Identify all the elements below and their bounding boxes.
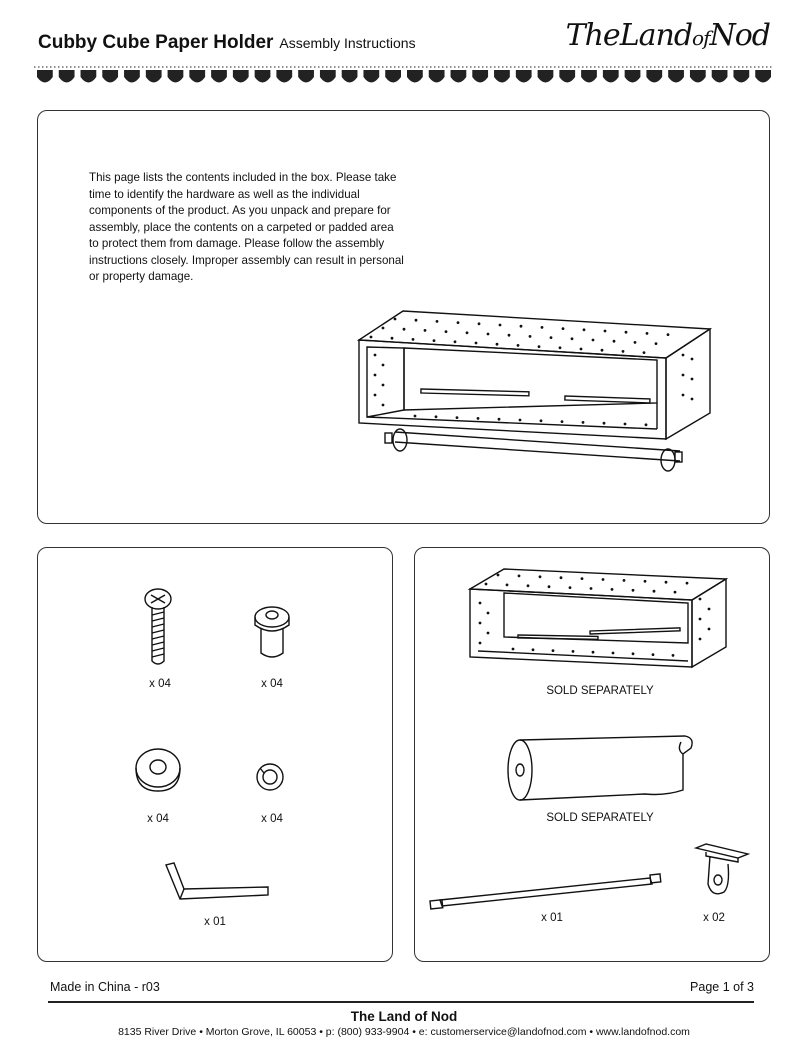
product-name: Cubby Cube Paper Holder xyxy=(38,32,274,53)
cubby-sold-separately-label: SOLD SEPARATELY xyxy=(546,685,654,697)
barrel-nut-illustration xyxy=(250,605,294,665)
document-subtitle: Assembly Instructions xyxy=(279,35,416,51)
lock-washer-illustration xyxy=(253,760,289,796)
barrel-nut-quantity: x 04 xyxy=(261,678,283,690)
made-in-revision: Made in China - r03 xyxy=(50,980,160,994)
allen-key-quantity: x 01 xyxy=(204,916,226,928)
page-number: Page 1 of 3 xyxy=(690,980,754,994)
washer-illustration xyxy=(133,745,183,795)
paper-roll-sold-separately-label: SOLD SEPARATELY xyxy=(546,812,654,824)
rod-quantity: x 01 xyxy=(541,912,563,924)
allen-key-illustration xyxy=(160,855,275,910)
screw-quantity: x 04 xyxy=(149,678,171,690)
footer-brand: The Land of Nod xyxy=(350,1009,458,1024)
paper-roll-illustration xyxy=(505,732,700,802)
washer-quantity: x 04 xyxy=(147,813,169,825)
brand-logo: TheLandofNod xyxy=(565,18,770,53)
cubby-illustration xyxy=(468,565,730,675)
assembled-cubby-illustration xyxy=(355,305,715,485)
bracket-quantity: x 02 xyxy=(703,912,725,924)
footer-divider xyxy=(48,1001,754,1003)
footer-contact: 8135 River Drive • Morton Grove, IL 60053 • p: (800) 933-9904 • e: customerservice@landofnod.com • www.landofnod.com xyxy=(118,1026,690,1038)
lock-washer-quantity: x 04 xyxy=(261,813,283,825)
rod-illustration xyxy=(426,872,666,912)
scalloped-border xyxy=(34,66,774,88)
screw-illustration xyxy=(140,587,180,667)
intro-text: This page lists the contents included in the box. Please take time to identify the hardware as well as the individual components of the product. As you unpack and prepare for assembly, place the contents on a carpeted or padded area to protect them from damage. Please follow the assembly instructions closely. Improper assembly can result in personal or property damage. xyxy=(89,171,404,283)
document-title xyxy=(38,32,416,54)
bracket-illustration xyxy=(694,842,752,902)
